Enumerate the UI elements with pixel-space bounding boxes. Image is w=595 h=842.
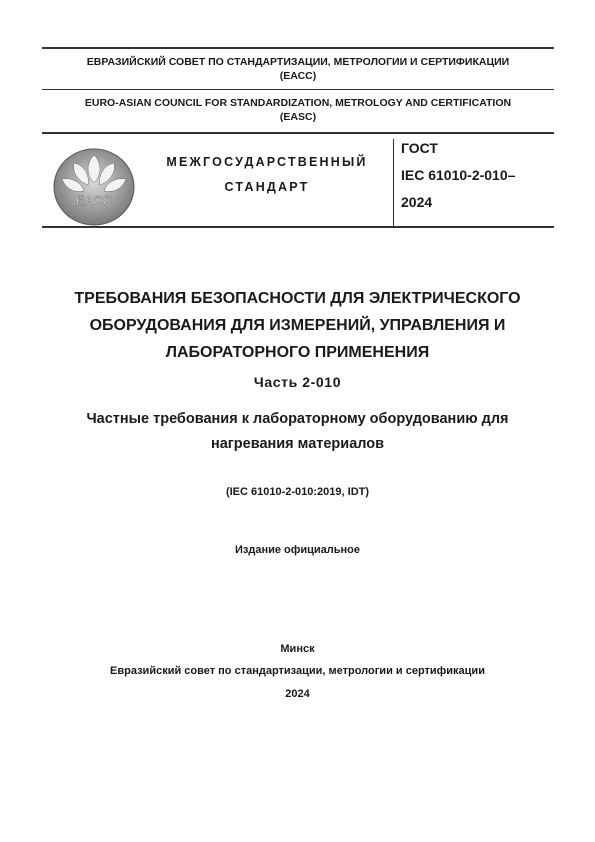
document-title	[40, 285, 555, 366]
footer-year: 2024	[285, 688, 310, 700]
council-en	[42, 96, 554, 124]
designation-line3: 2024	[401, 194, 433, 210]
document-subtitle	[40, 407, 555, 457]
header-divider	[42, 132, 554, 134]
council-en-abbr: (EASC)	[279, 111, 317, 123]
title-line3: ЛАБОРАТОРНОГО ПРИМЕНЕНИЯ	[165, 344, 430, 361]
subtitle-line2: нагревания материалов	[210, 436, 385, 452]
council-ru-name: ЕВРАЗИЙСКИЙ СОВЕТ ПО СТАНДАРТИЗАЦИИ, МЕТРОЛОГИИ И СЕРТИФИКАЦИИ	[86, 56, 510, 68]
title-line1: ТРЕБОВАНИЯ БЕЗОПАСНОСТИ ДЛЯ ЭЛЕКТРИЧЕСКОГО	[74, 290, 521, 307]
designation-line2: IEC 61010-2-010–	[401, 167, 516, 183]
header-vertical-divider	[393, 139, 394, 226]
footer-publisher: Евразийский совет по стандартизации, метрологии и сертификации	[110, 665, 485, 677]
council-ru-abbr: (ЕАСС)	[279, 70, 317, 82]
iec-reference: (IEC 61010-2-010:2019, IDT)	[225, 486, 370, 498]
standard-type-line1: МЕЖГОСУДАРСТВЕННЫЙ	[166, 155, 368, 169]
standard-type-line2: СТАНДАРТ	[224, 180, 310, 194]
top-rule	[42, 47, 554, 49]
subtitle-line1: Частные требования к лабораторному оборудованию для	[86, 411, 509, 427]
council-ru	[42, 55, 554, 83]
council-divider	[42, 89, 554, 90]
council-en-name: EURO-ASIAN COUNCIL FOR STANDARDIZATION, METROLOGY AND CERTIFICATION	[84, 97, 512, 109]
designation-line1: ГОСТ	[401, 140, 438, 156]
title-line2: ОБОРУДОВАНИЯ ДЛЯ ИЗМЕРЕНИЙ, УПРАВЛЕНИЯ И	[89, 317, 506, 334]
logo-text: EACC	[75, 193, 113, 208]
part-number: Часть 2-010	[253, 374, 342, 390]
header-bottom-rule	[42, 226, 554, 228]
footer-city: Минск	[280, 643, 315, 655]
edition-label: Издание официальное	[234, 544, 361, 556]
easc-emblem-icon	[52, 147, 136, 227]
